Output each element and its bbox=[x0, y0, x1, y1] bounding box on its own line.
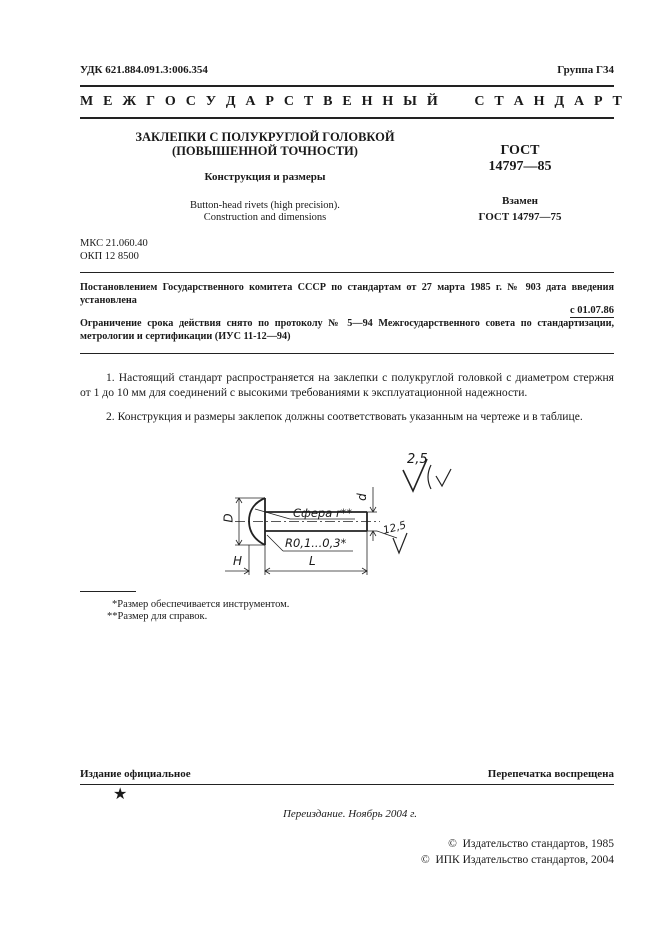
dimension-H: H bbox=[233, 554, 243, 568]
paragraph-1: 1. Настоящий стандарт распространяется на заклепки с полукруглой головкой с диаметром стержня от 1 до 10 мм для соединений с высокими требованиями к эксплуатационной надежности. bbox=[80, 371, 614, 399]
footnote-2: **Размер для справок. bbox=[107, 611, 208, 622]
udk-code: УДК 621.884.091.3:006.354 bbox=[80, 64, 208, 76]
title-line-1: ЗАКЛЕПКИ С ПОЛУКРУГЛОЙ ГОЛОВКОЙ bbox=[135, 130, 395, 144]
english-title-line-1: Button-head rivets (high precision). bbox=[190, 200, 340, 211]
roughness-main-value: 2,5 bbox=[407, 452, 428, 467]
mks-code: МКС 21.060.40 bbox=[80, 238, 148, 249]
gost-label: ГОСТ bbox=[500, 143, 540, 158]
dimension-d: d bbox=[354, 493, 369, 501]
reissue-note: Переиздание. Ноябрь 2004 г. bbox=[282, 808, 418, 820]
reprint-prohibited: Перепечатка воспрещена bbox=[487, 768, 614, 780]
paragraph-2: 2. Конструкция и размеры заклепок должны соответствовать указанным на чертеже и в таблице. bbox=[106, 410, 583, 423]
decree-rule bbox=[80, 353, 614, 354]
interstate-standard-banner: М Е Ж Г О С У Д А Р С Т В Е Н Н Ы Й С Т А Н Д А Р Т bbox=[80, 94, 625, 109]
codes-rule bbox=[80, 272, 614, 273]
footnote-rule bbox=[80, 591, 136, 592]
gost-number: 14797—85 bbox=[488, 159, 552, 174]
copyright-2004: © ИПК Издательство стандартов, 2004 bbox=[420, 854, 614, 866]
replaces-label: Взамен bbox=[502, 195, 538, 207]
roughness-bracket-check-icon bbox=[436, 469, 451, 486]
dimension-L: L bbox=[309, 554, 316, 568]
roughness-bracket-left bbox=[428, 465, 431, 489]
restriction-note: Ограничение срока действия снято по протоколу № 5—94 Межгосударственного совета по стандартизации, метрологии и сертификации (ИУС 11-12—94) bbox=[80, 318, 614, 342]
english-title-line-2: Construction and dimensions bbox=[203, 212, 327, 223]
star-icon: ★ bbox=[113, 786, 128, 803]
radius-label: R0,1...0,3* bbox=[285, 536, 347, 550]
sphere-label: Сфера r** bbox=[293, 506, 353, 520]
introduction-date: с 01.07.86 bbox=[569, 305, 614, 316]
footer-rule bbox=[80, 784, 614, 785]
copyright-1985: © Издательство стандартов, 1985 bbox=[448, 838, 614, 850]
dimension-D: D bbox=[221, 513, 236, 523]
side-roughness-value: 12,5 bbox=[381, 519, 408, 537]
side-roughness-check-icon bbox=[393, 533, 407, 553]
decree-text: Постановлением Государственного комитета СССР по стандартам от 27 марта 1985 г. № 903 дата введения установлена bbox=[80, 282, 614, 306]
official-edition: Издание официальное bbox=[80, 768, 191, 780]
title-line-2: (ПОВЫШЕННОЙ ТОЧНОСТИ) bbox=[172, 144, 358, 158]
header-rule-bottom bbox=[80, 117, 614, 119]
okp-code: ОКП 12 8500 bbox=[80, 251, 139, 262]
header-rule-top bbox=[80, 85, 614, 87]
replaces-value: ГОСТ 14797—75 bbox=[478, 211, 562, 223]
title-subtitle: Конструкция и размеры bbox=[204, 171, 326, 183]
group-code: Группа Г34 bbox=[557, 64, 614, 76]
footnote-1: *Размер обеспечивается инструментом. bbox=[112, 599, 290, 610]
